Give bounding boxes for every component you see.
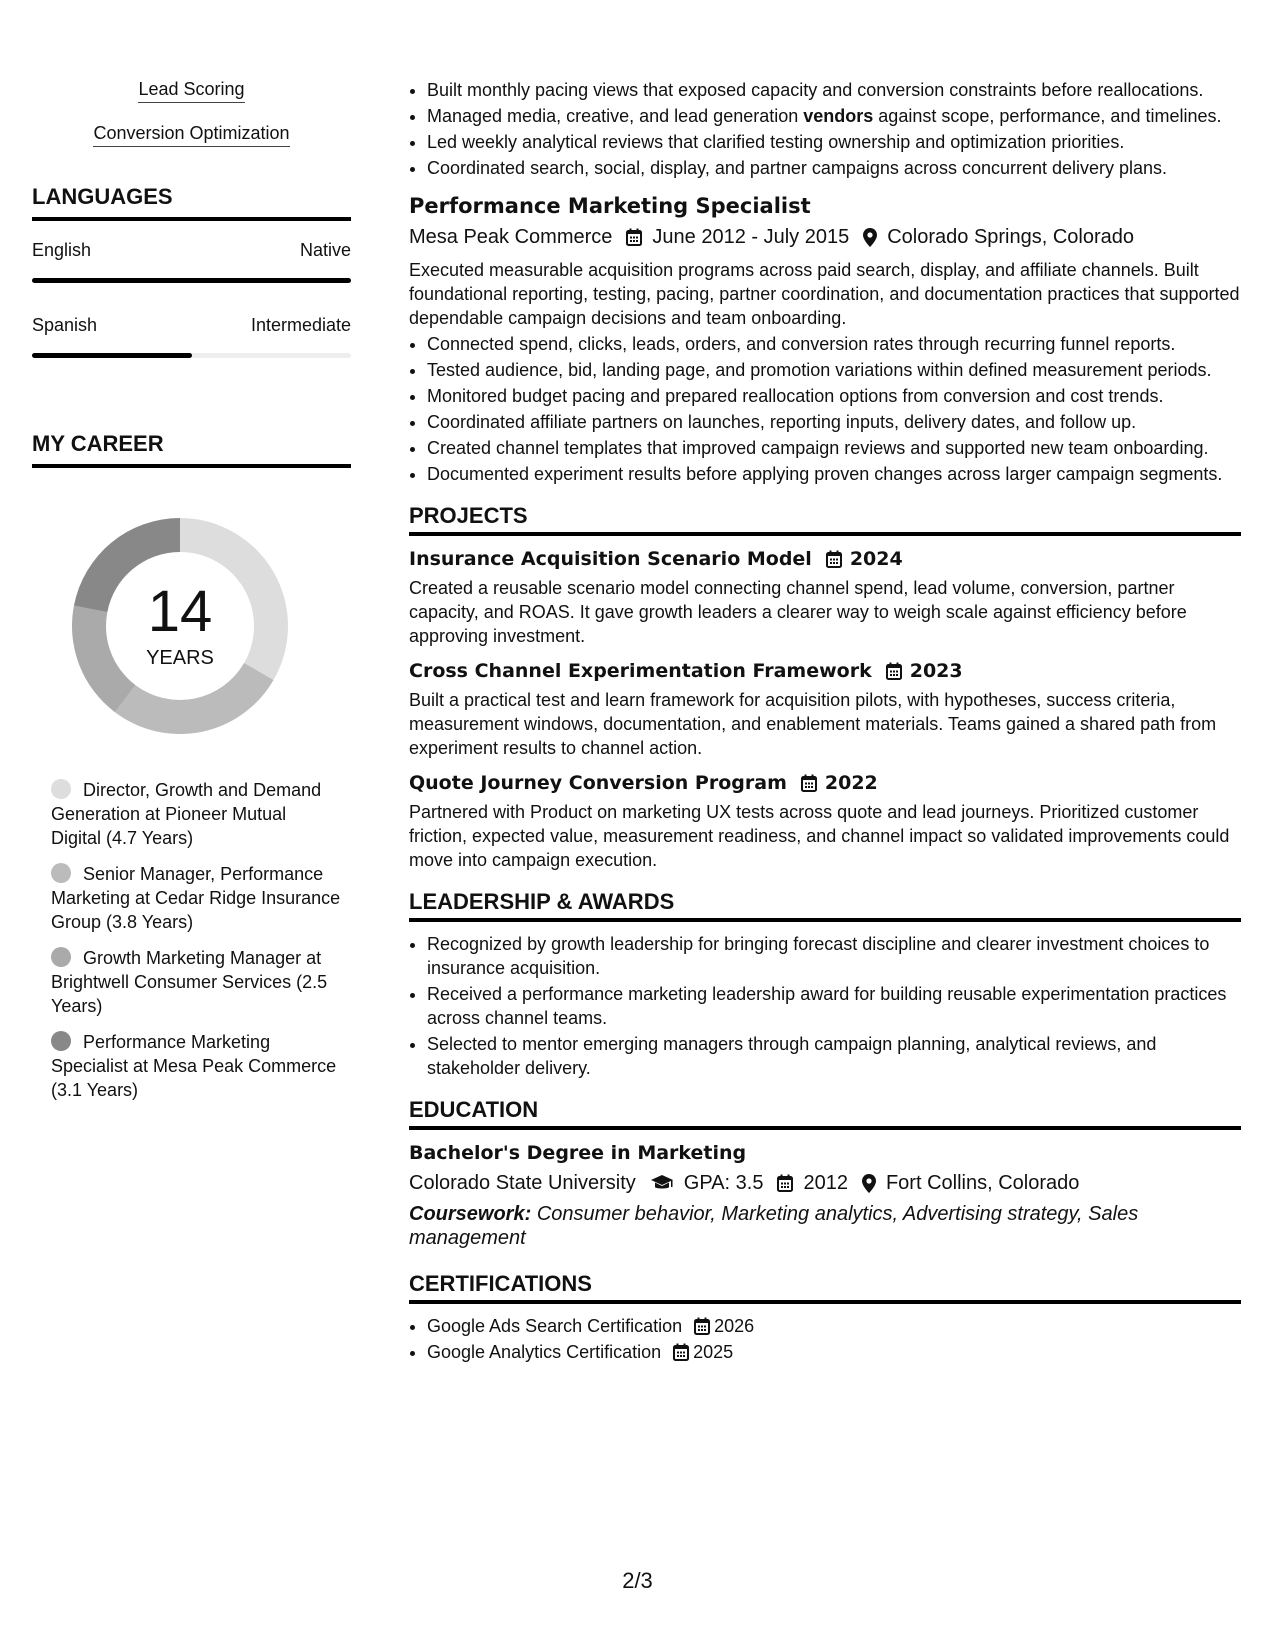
sidebar <box>32 78 351 1114</box>
project-year: 2024 <box>849 548 903 570</box>
job-bullet: • Monitored budget pacing and prepared reallocation options from conversion and cost trends. <box>427 384 1241 408</box>
education-meta <box>409 1170 1241 1196</box>
certification-year: 2025 <box>693 1342 734 1362</box>
career-legend-label: Director, Growth and Demand Generation at Pioneer Mutual Digital (4.7 Years) <box>51 780 322 848</box>
career-total-years: 14 <box>147 579 213 644</box>
career-total-unit: YEARS <box>146 647 214 669</box>
career-legend-dot <box>51 863 71 883</box>
certification-item <box>427 1314 1241 1338</box>
graduation-cap-icon <box>650 1174 674 1192</box>
job-bullets <box>409 332 1241 486</box>
education-coursework <box>409 1202 1241 1250</box>
certification-item <box>427 1340 1241 1364</box>
leadership-list <box>409 932 1241 1080</box>
previous-job-bullet: • Led weekly analytical reviews that clarified testing ownership and optimization priorities. <box>427 130 1241 154</box>
career-legend-dot <box>51 947 71 967</box>
certification-name: • Google Analytics Certification <box>427 1342 662 1362</box>
job-meta <box>409 224 1241 250</box>
career-legend-item <box>51 862 341 934</box>
leadership-heading: LEADERSHIP & AWARDS <box>409 888 1241 922</box>
calendar-icon <box>801 774 817 792</box>
calendar-icon <box>777 1174 793 1192</box>
previous-job-bullet: • Managed media, creative, and lead generation vendors against scope, performance, and timelines. <box>427 104 1241 128</box>
career-legend-label: Performance Marketing Specialist at Mesa Peak Commerce (3.1 Years) <box>51 1032 337 1100</box>
leadership-item: • Received a performance marketing leadership award for building reusable experimentation practices across channel teams. <box>427 982 1241 1030</box>
education-school: Colorado State University <box>409 1172 636 1194</box>
project-title: Insurance Acquisition Scenario Model <box>409 548 812 570</box>
coursework-label: Coursework: <box>409 1203 532 1225</box>
certification-name: • Google Ads Search Certification <box>427 1316 683 1336</box>
calendar-icon <box>886 662 902 680</box>
education-degree: Bachelor's Degree in Marketing <box>409 1142 747 1164</box>
project-title: Cross Channel Experimentation Framework <box>409 660 872 682</box>
career-donut-chart <box>64 510 296 742</box>
skill-item: Lead Scoring <box>32 78 351 103</box>
job-bullet: • Documented experiment results before applying proven changes across larger campaign segments. <box>427 462 1241 486</box>
languages-heading: LANGUAGES <box>32 183 351 221</box>
language-proficiency-bar <box>32 353 351 358</box>
location-pin-icon <box>862 1174 876 1193</box>
project-description: Built a practical test and learn framework for acquisition pilots, with hypotheses, success criteria, measurement windows, documentation, and enablement materials. Teams gained a shared path from experiment results to channel action. <box>409 690 1217 758</box>
job-bullet: • Created channel templates that improved campaign reviews and supported new team onboarding. <box>427 436 1241 460</box>
career-legend-item <box>51 946 341 1018</box>
job-bullet: • Tested audience, bid, landing page, and promotion variations within defined measurement periods. <box>427 358 1241 382</box>
career-legend-label: Growth Marketing Manager at Brightwell Consumer Services (2.5 Years) <box>51 948 328 1016</box>
language-level: Native <box>299 240 351 260</box>
job-location: Colorado Springs, Colorado <box>887 226 1135 248</box>
job-title: Performance Marketing Specialist <box>409 194 811 218</box>
leadership-item: • Recognized by growth leadership for bringing forecast discipline and clearer investment choices to insurance acquisition. <box>427 932 1241 980</box>
education-gpa: GPA: 3.5 <box>683 1172 764 1194</box>
career-legend-label: Senior Manager, Performance Marketing at Cedar Ridge Insurance Group (3.8 Years) <box>51 864 341 932</box>
career-legend-dot <box>51 1031 71 1051</box>
career-legend-dot <box>51 779 71 799</box>
career-heading: MY CAREER <box>32 430 351 468</box>
career-legend <box>51 778 341 1102</box>
job-bullet: • Connected spend, clicks, leads, orders, and conversion rates through recurring funnel reports. <box>427 332 1241 356</box>
skill-item: Conversion Optimization <box>32 122 351 147</box>
page-number: 2/3 <box>622 1568 653 1593</box>
project-item <box>409 770 1241 872</box>
previous-job-bullets <box>409 78 1241 180</box>
project-title: Quote Journey Conversion Program <box>409 772 787 794</box>
project-year: 2023 <box>909 660 963 682</box>
language-proficiency-fill <box>32 278 351 283</box>
education-heading: EDUCATION <box>409 1096 1241 1130</box>
previous-job-bullet: • Coordinated search, social, display, and partner campaigns across concurrent delivery plans. <box>427 156 1241 180</box>
project-item <box>409 658 1241 760</box>
project-year: 2022 <box>824 772 878 794</box>
projects-heading: PROJECTS <box>409 502 1241 536</box>
language-proficiency-fill <box>32 353 192 358</box>
project-item <box>409 546 1241 648</box>
project-description: Created a reusable scenario model connecting channel spend, lead volume, conversion, partner capacity, and ROAS. It gave growth leaders a clearer way to weigh scale against efficiency before approving investment. <box>409 578 1187 646</box>
project-description: Partnered with Product on marketing UX tests across quote and lead journeys. Prioritized customer friction, expected value, measurement readiness, and channel impact so validated improvements could move into campaign execution. <box>409 802 1230 870</box>
career-legend-item <box>51 778 341 850</box>
job-company: Mesa Peak Commerce <box>409 226 613 248</box>
education-year: 2012 <box>803 1172 848 1194</box>
language-level: Intermediate <box>250 315 351 335</box>
language-proficiency-bar <box>32 278 351 283</box>
calendar-icon <box>694 1317 710 1335</box>
job-dates: June 2012 - July 2015 <box>652 226 850 248</box>
leadership-item: • Selected to mentor emerging managers through campaign planning, analytical reviews, and stakeholder delivery. <box>427 1032 1241 1080</box>
calendar-icon <box>826 550 842 568</box>
language-row <box>32 239 351 261</box>
language-name: English <box>32 240 92 260</box>
coursework-text: Consumer behavior, Marketing analytics, Advertising strategy, Sales management <box>409 1203 1139 1249</box>
certifications-list <box>409 1314 1241 1364</box>
job-bullet: • Coordinated affiliate partners on launches, reporting inputs, delivery dates, and follow up. <box>427 410 1241 434</box>
main-content <box>409 78 1241 1366</box>
job-summary: Executed measurable acquisition programs across paid search, display, and affiliate channels. Built foundational reporting, testing, pacing, partner coordination, and documentation practices that supported dependable campaign decisions and team onboarding. <box>409 260 1240 328</box>
education-location: Fort Collins, Colorado <box>885 1172 1080 1194</box>
previous-job-bullet: • Built monthly pacing views that exposed capacity and conversion constraints before reallocations. <box>427 78 1241 102</box>
language-row <box>32 314 351 336</box>
calendar-icon <box>626 228 642 246</box>
certification-year: 2026 <box>714 1316 755 1336</box>
location-pin-icon <box>863 228 877 247</box>
certifications-heading: CERTIFICATIONS <box>409 1270 1241 1304</box>
career-legend-item <box>51 1030 341 1102</box>
calendar-icon <box>673 1343 689 1361</box>
language-name: Spanish <box>32 315 98 335</box>
